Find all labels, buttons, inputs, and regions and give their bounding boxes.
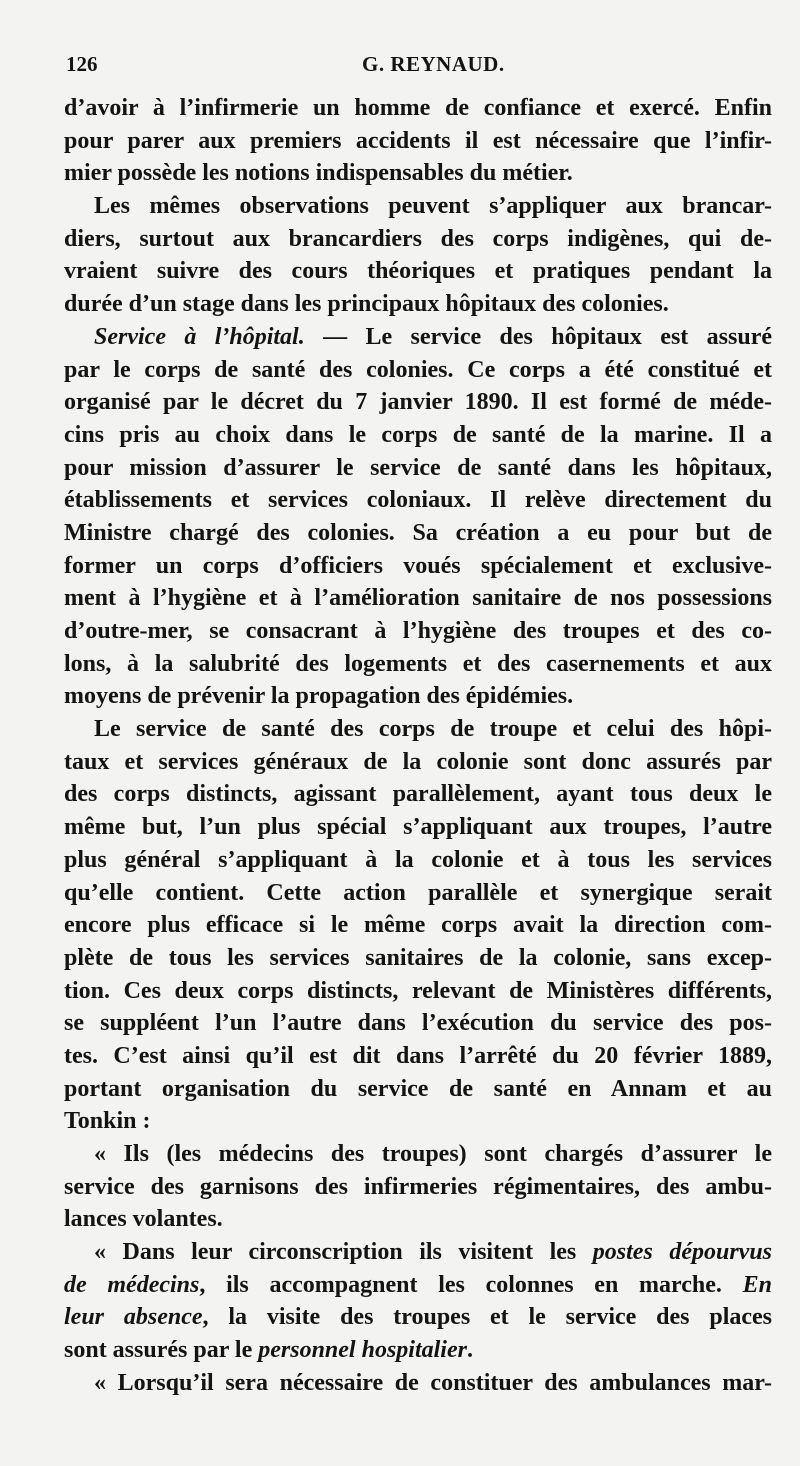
line-text: . — [466, 1337, 473, 1364]
line-text: par le corps de santé des colonies. Ce corps a été constitué et — [64, 356, 772, 383]
line-text: établissements et services coloniaux. Il relève directement du — [64, 487, 772, 514]
text-line — [64, 550, 772, 583]
line-text: portant organisation du service de santé en Annam et au — [64, 1075, 772, 1102]
line-text: service des garnisons des infirmeries régimentaires, des ambu- — [64, 1173, 772, 1200]
text-line — [64, 778, 772, 811]
text-line — [64, 419, 772, 452]
page-header — [66, 52, 766, 82]
line-text: taux et services généraux de la colonie sont donc assurés par — [64, 748, 772, 775]
text-line — [64, 975, 772, 1008]
line-text: d’avoir à l’infirmerie un homme de confiance et exercé. Enfin — [64, 95, 772, 121]
text-line — [64, 1301, 772, 1334]
line-text: « Ils (les médecins des troupes) sont chargés d’assurer le — [94, 1141, 772, 1167]
line-text: encore plus efficace si le même corps avait la direction com- — [64, 912, 772, 939]
text-line — [64, 909, 772, 942]
text-line — [64, 1236, 772, 1269]
line-text: qu’elle contient. Cette action parallèle et synergique serait — [64, 879, 772, 906]
line-text: — Le service des hôpitaux est assuré — [304, 323, 772, 350]
line-text: moyens de prévenir la propagation des épidémies. — [64, 683, 574, 710]
line-text: mier possède les notions indispensables du métier. — [64, 160, 573, 187]
text-line — [64, 125, 772, 158]
text-line — [64, 321, 772, 354]
text-line — [64, 811, 772, 844]
line-text: des corps distincts, agissant parallèlement, ayant tous deux le — [64, 781, 772, 808]
text-line — [64, 1105, 772, 1138]
text-line — [64, 1203, 772, 1236]
line-text: Tonkin : — [64, 1108, 151, 1135]
line-text: lons, à la salubrité des logements et des casernements et aux — [64, 650, 772, 677]
line-text: pour parer aux premiers accidents il est nécessaire que l’infir- — [64, 127, 772, 154]
text-line — [64, 942, 772, 975]
line-italic: Service à l’hôpital. — [94, 323, 305, 350]
line-text: Les mêmes observations peuvent s’appliquer aux brancar- — [94, 193, 772, 220]
line-text: se suppléent l’un l’autre dans l’exécution du service des pos- — [64, 1010, 772, 1037]
text-line — [64, 1269, 772, 1302]
line-text: , ils accompagnent les colonnes en marche. — [199, 1271, 743, 1298]
line-text: sont assurés par le — [64, 1337, 259, 1364]
text-line — [64, 157, 772, 190]
text-line — [64, 517, 772, 550]
text-line — [64, 288, 772, 321]
line-text: plus général s’appliquant à la colonie et à tous les services — [64, 846, 772, 873]
line-text: diers, surtout aux brancardiers des corps indigènes, qui de- — [64, 225, 772, 252]
line-text: lances volantes. — [64, 1206, 223, 1233]
line-text: Ministre chargé des colonies. Sa création a eu pour but de — [64, 519, 772, 546]
line-text: même but, l’un plus spécial s’appliquant aux troupes, l’autre — [64, 814, 772, 841]
text-body — [64, 92, 772, 1400]
text-line — [64, 223, 772, 256]
page-number: 126 — [66, 52, 98, 76]
text-line — [64, 92, 772, 125]
running-title: G. REYNAUD. — [362, 52, 505, 76]
text-line — [64, 1007, 772, 1040]
line-italic: postes dépourvus — [592, 1239, 772, 1266]
line-text: , la visite des troupes et le service des places — [202, 1304, 772, 1331]
line-italic: personnel hospitalier — [258, 1337, 467, 1364]
text-line — [64, 648, 772, 681]
line-text: former un corps d’officiers voués spécialement et exclusive- — [64, 552, 772, 579]
line-italic: de médecins — [64, 1271, 200, 1298]
line-text: cins pris au choix dans le corps de santé de la marine. Il a — [64, 421, 772, 448]
line-italic: leur absence — [64, 1304, 203, 1331]
line-text: plète de tous les services sanitaires de la colonie, sans excep- — [64, 944, 772, 971]
text-line — [64, 386, 772, 419]
line-text: « Dans leur circonscription ils visitent les — [94, 1239, 593, 1266]
line-text: tion. Ces deux corps distincts, relevant de Ministères différents, — [64, 977, 772, 1004]
line-text: « Lorsqu’il sera nécessaire de constituer des ambulances mar- — [94, 1369, 772, 1396]
text-line — [64, 484, 772, 517]
text-line — [64, 1334, 772, 1367]
text-line — [64, 452, 772, 485]
line-text: d’outre-mer, se consacrant à l’hygiène des troupes et des co- — [64, 618, 772, 644]
line-text: organisé par le décret du 7 janvier 1890. Il est formé de méde- — [64, 389, 772, 416]
text-line — [64, 582, 772, 615]
text-line — [64, 1040, 772, 1073]
text-line — [64, 615, 772, 648]
text-line — [64, 255, 772, 288]
line-text: durée d’un stage dans les principaux hôpitaux des colonies. — [64, 291, 669, 318]
text-line — [64, 1367, 772, 1400]
text-line — [64, 877, 772, 910]
text-line — [64, 713, 772, 746]
text-line — [64, 1171, 772, 1204]
text-line — [64, 746, 772, 779]
line-text: pour mission d’assurer le service de santé dans les hôpitaux, — [64, 454, 772, 481]
text-line — [64, 1138, 772, 1171]
line-italic: En — [742, 1271, 772, 1298]
text-line — [64, 680, 772, 713]
line-text: ment à l’hygiène et à l’amélioration sanitaire de nos possessions — [64, 585, 772, 612]
line-text: tes. C’est ainsi qu’il est dit dans l’arrêté du 20 février 1889, — [64, 1042, 772, 1069]
text-line — [64, 190, 772, 223]
text-line — [64, 844, 772, 877]
text-line — [64, 354, 772, 387]
line-text: vraient suivre des cours théoriques et pratiques pendant la — [64, 258, 772, 285]
text-line — [64, 1073, 772, 1106]
line-text: Le service de santé des corps de troupe et celui des hôpi- — [94, 716, 772, 743]
